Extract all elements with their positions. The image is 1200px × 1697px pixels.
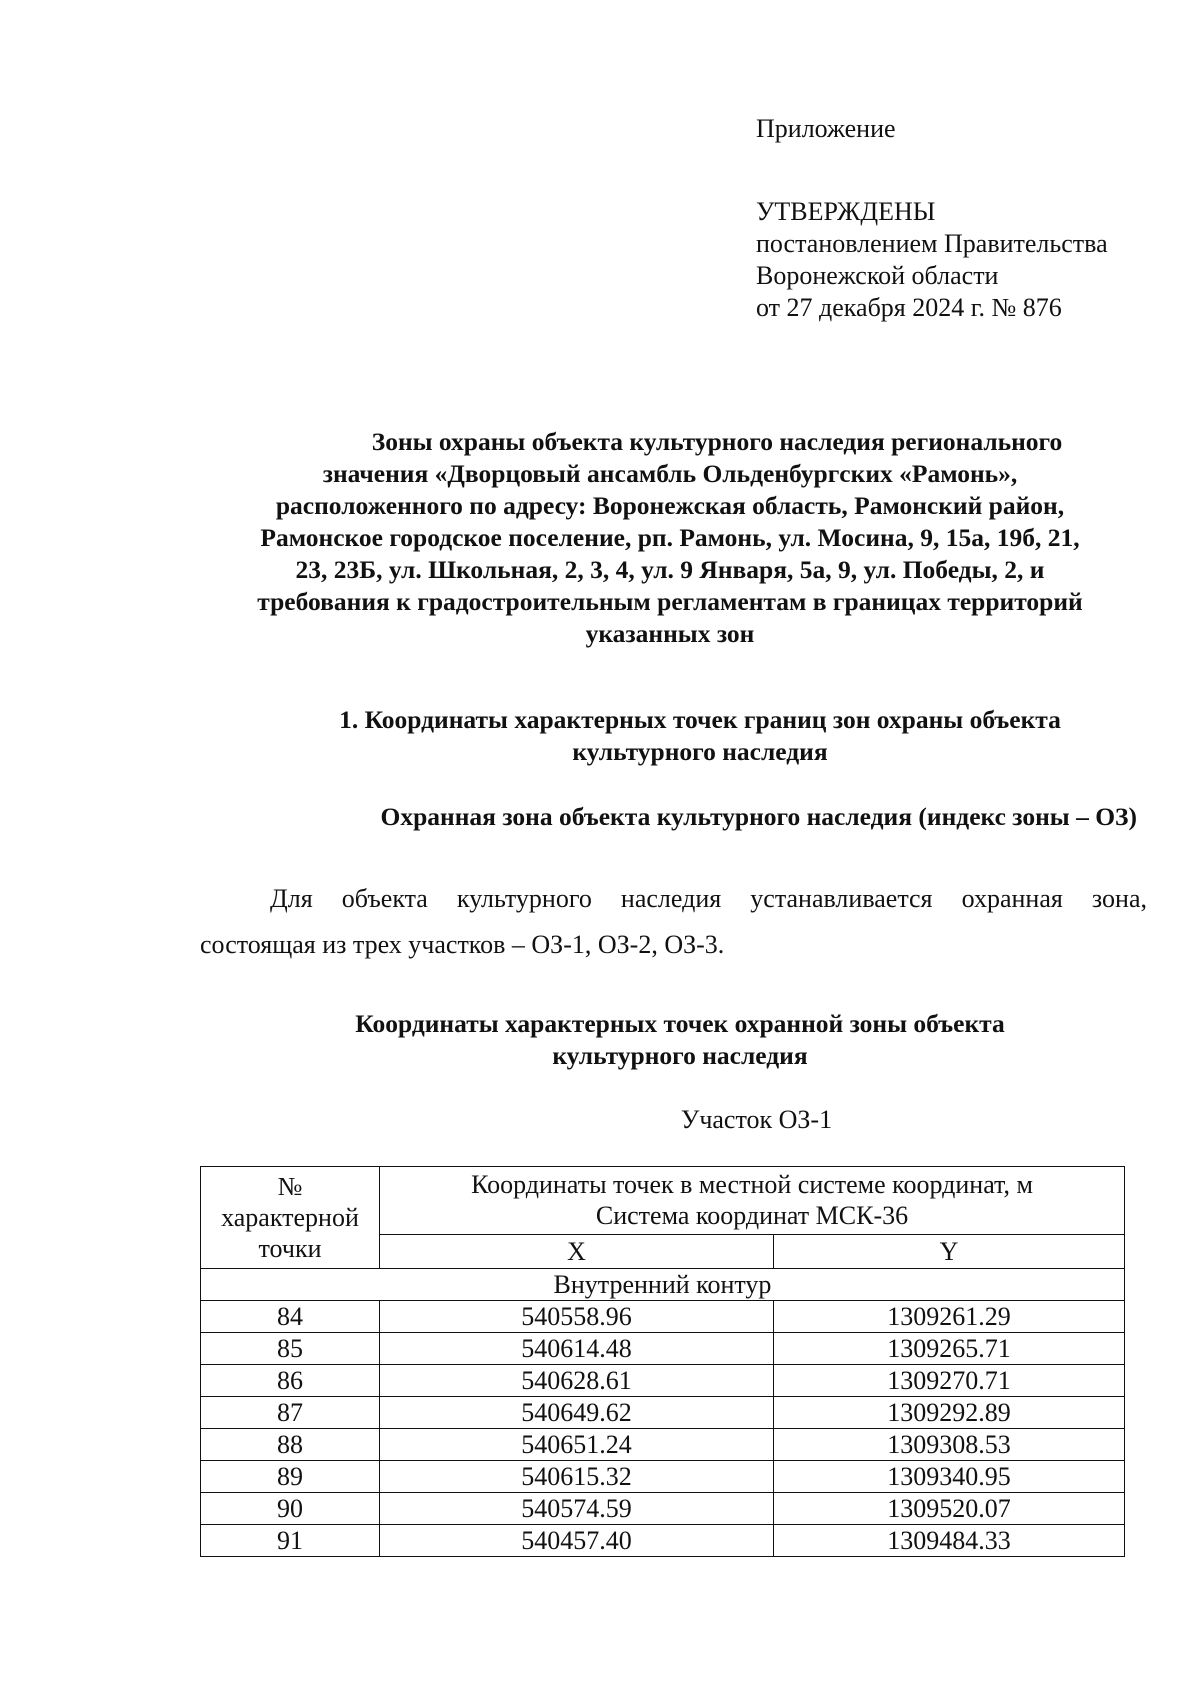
header-line: Система координат МСК-36: [595, 1201, 909, 1230]
x-cell: 540574.59: [380, 1493, 774, 1525]
point-cell: 89: [201, 1461, 380, 1493]
table-row: [201, 1397, 1125, 1429]
approval-line: Воронежской области: [756, 261, 999, 290]
paragraph-line: состоящая из трех участков – ОЗ-1, ОЗ-2, ОЗ-3.: [200, 930, 725, 959]
title-line: расположенного по адресу: Воронежская область, Рамонский район,: [275, 491, 1065, 520]
table-row: [201, 1461, 1125, 1493]
table-row: [201, 1301, 1125, 1333]
y-cell: 1309292.89: [774, 1397, 1125, 1429]
table-heading-line: Координаты характерных точек охранной зоны объекта: [355, 1009, 1005, 1038]
approval-line: постановлением Правительства: [756, 229, 1108, 258]
y-cell: 1309270.71: [774, 1365, 1125, 1397]
table-row: [201, 1365, 1125, 1397]
x-cell: 540614.48: [380, 1333, 774, 1365]
y-cell: 1309265.71: [774, 1333, 1125, 1365]
approval-date-line: от 27 декабря 2024 г. № 876: [756, 293, 1062, 322]
x-cell: 540649.62: [380, 1397, 774, 1429]
approval-block: [756, 196, 1108, 324]
document-title: [200, 426, 1140, 650]
appendix-label: Приложение: [756, 114, 896, 143]
point-cell: 88: [201, 1429, 380, 1461]
section-heading-line: культурного наследия: [572, 737, 828, 766]
y-cell: 1309520.07: [774, 1493, 1125, 1525]
point-cell: 84: [201, 1301, 380, 1333]
point-cell: 90: [201, 1493, 380, 1525]
title-line: Зоны охраны объекта культурного наследия регионального: [371, 427, 1063, 456]
point-cell: 87: [201, 1397, 380, 1429]
point-cell: 91: [201, 1525, 380, 1557]
table-row: [201, 1333, 1125, 1365]
x-cell: 540651.24: [380, 1429, 774, 1461]
y-cell: 1309484.33: [774, 1525, 1125, 1557]
section-heading: [270, 704, 1130, 768]
paragraph-line-text: Для объекта культурного наследия устанавливается охранная зона,: [270, 884, 1147, 913]
title-line: значения «Дворцовый ансамбль Ольденбургских «Рамонь»,: [322, 459, 1018, 488]
x-cell: 540457.40: [380, 1525, 774, 1557]
coordinates-table: [200, 1166, 1125, 1557]
y-cell: 1309308.53: [774, 1429, 1125, 1461]
section-heading-line: 1. Координаты характерных точек границ зон охраны объекта: [339, 705, 1061, 734]
table-row: [201, 1429, 1125, 1461]
table-heading-line: культурного наследия: [552, 1041, 808, 1070]
y-header: Y: [774, 1235, 1125, 1269]
title-line: Рамонское городское поселение, рп. Рамонь, ул. Мосина, 9, 15а, 19б, 21,: [260, 523, 1080, 552]
x-cell: 540615.32: [380, 1461, 774, 1493]
point-cell: 85: [201, 1333, 380, 1365]
y-cell: 1309261.29: [774, 1301, 1125, 1333]
zone-heading: Охранная зона объекта культурного наследия (индекс зоны – ОЗ): [380, 802, 1137, 831]
table-row: [201, 1493, 1125, 1525]
table-heading: [300, 1008, 1060, 1072]
approval-line: УТВЕРЖДЕНЫ: [756, 197, 936, 226]
point-cell: 86: [201, 1365, 380, 1397]
x-cell: 540558.96: [380, 1301, 774, 1333]
header-line: Координаты точек в местной системе координат, м: [471, 1170, 1033, 1199]
title-line: указанных зон: [585, 619, 755, 648]
paragraph-line: [200, 876, 1147, 922]
header-line: №: [277, 1172, 303, 1201]
coordinates-header: [380, 1167, 1125, 1235]
plot-label: Участок ОЗ-1: [680, 1105, 833, 1134]
body-paragraph: [200, 876, 1147, 968]
header-line: характерной: [221, 1203, 359, 1232]
table-row: [201, 1525, 1125, 1557]
title-line: требования к градостроительным регламентам в границах территорий: [257, 587, 1083, 616]
x-cell: 540628.61: [380, 1365, 774, 1397]
header-line: точки: [258, 1234, 322, 1263]
x-header: X: [380, 1235, 774, 1269]
title-line: 23, 23Б, ул. Школьная, 2, 3, 4, ул. 9 Января, 5а, 9, ул. Победы, 2, и: [295, 555, 1045, 584]
y-cell: 1309340.95: [774, 1461, 1125, 1493]
point-number-header: [201, 1167, 380, 1269]
group-label: Внутренний контур: [201, 1269, 1125, 1301]
